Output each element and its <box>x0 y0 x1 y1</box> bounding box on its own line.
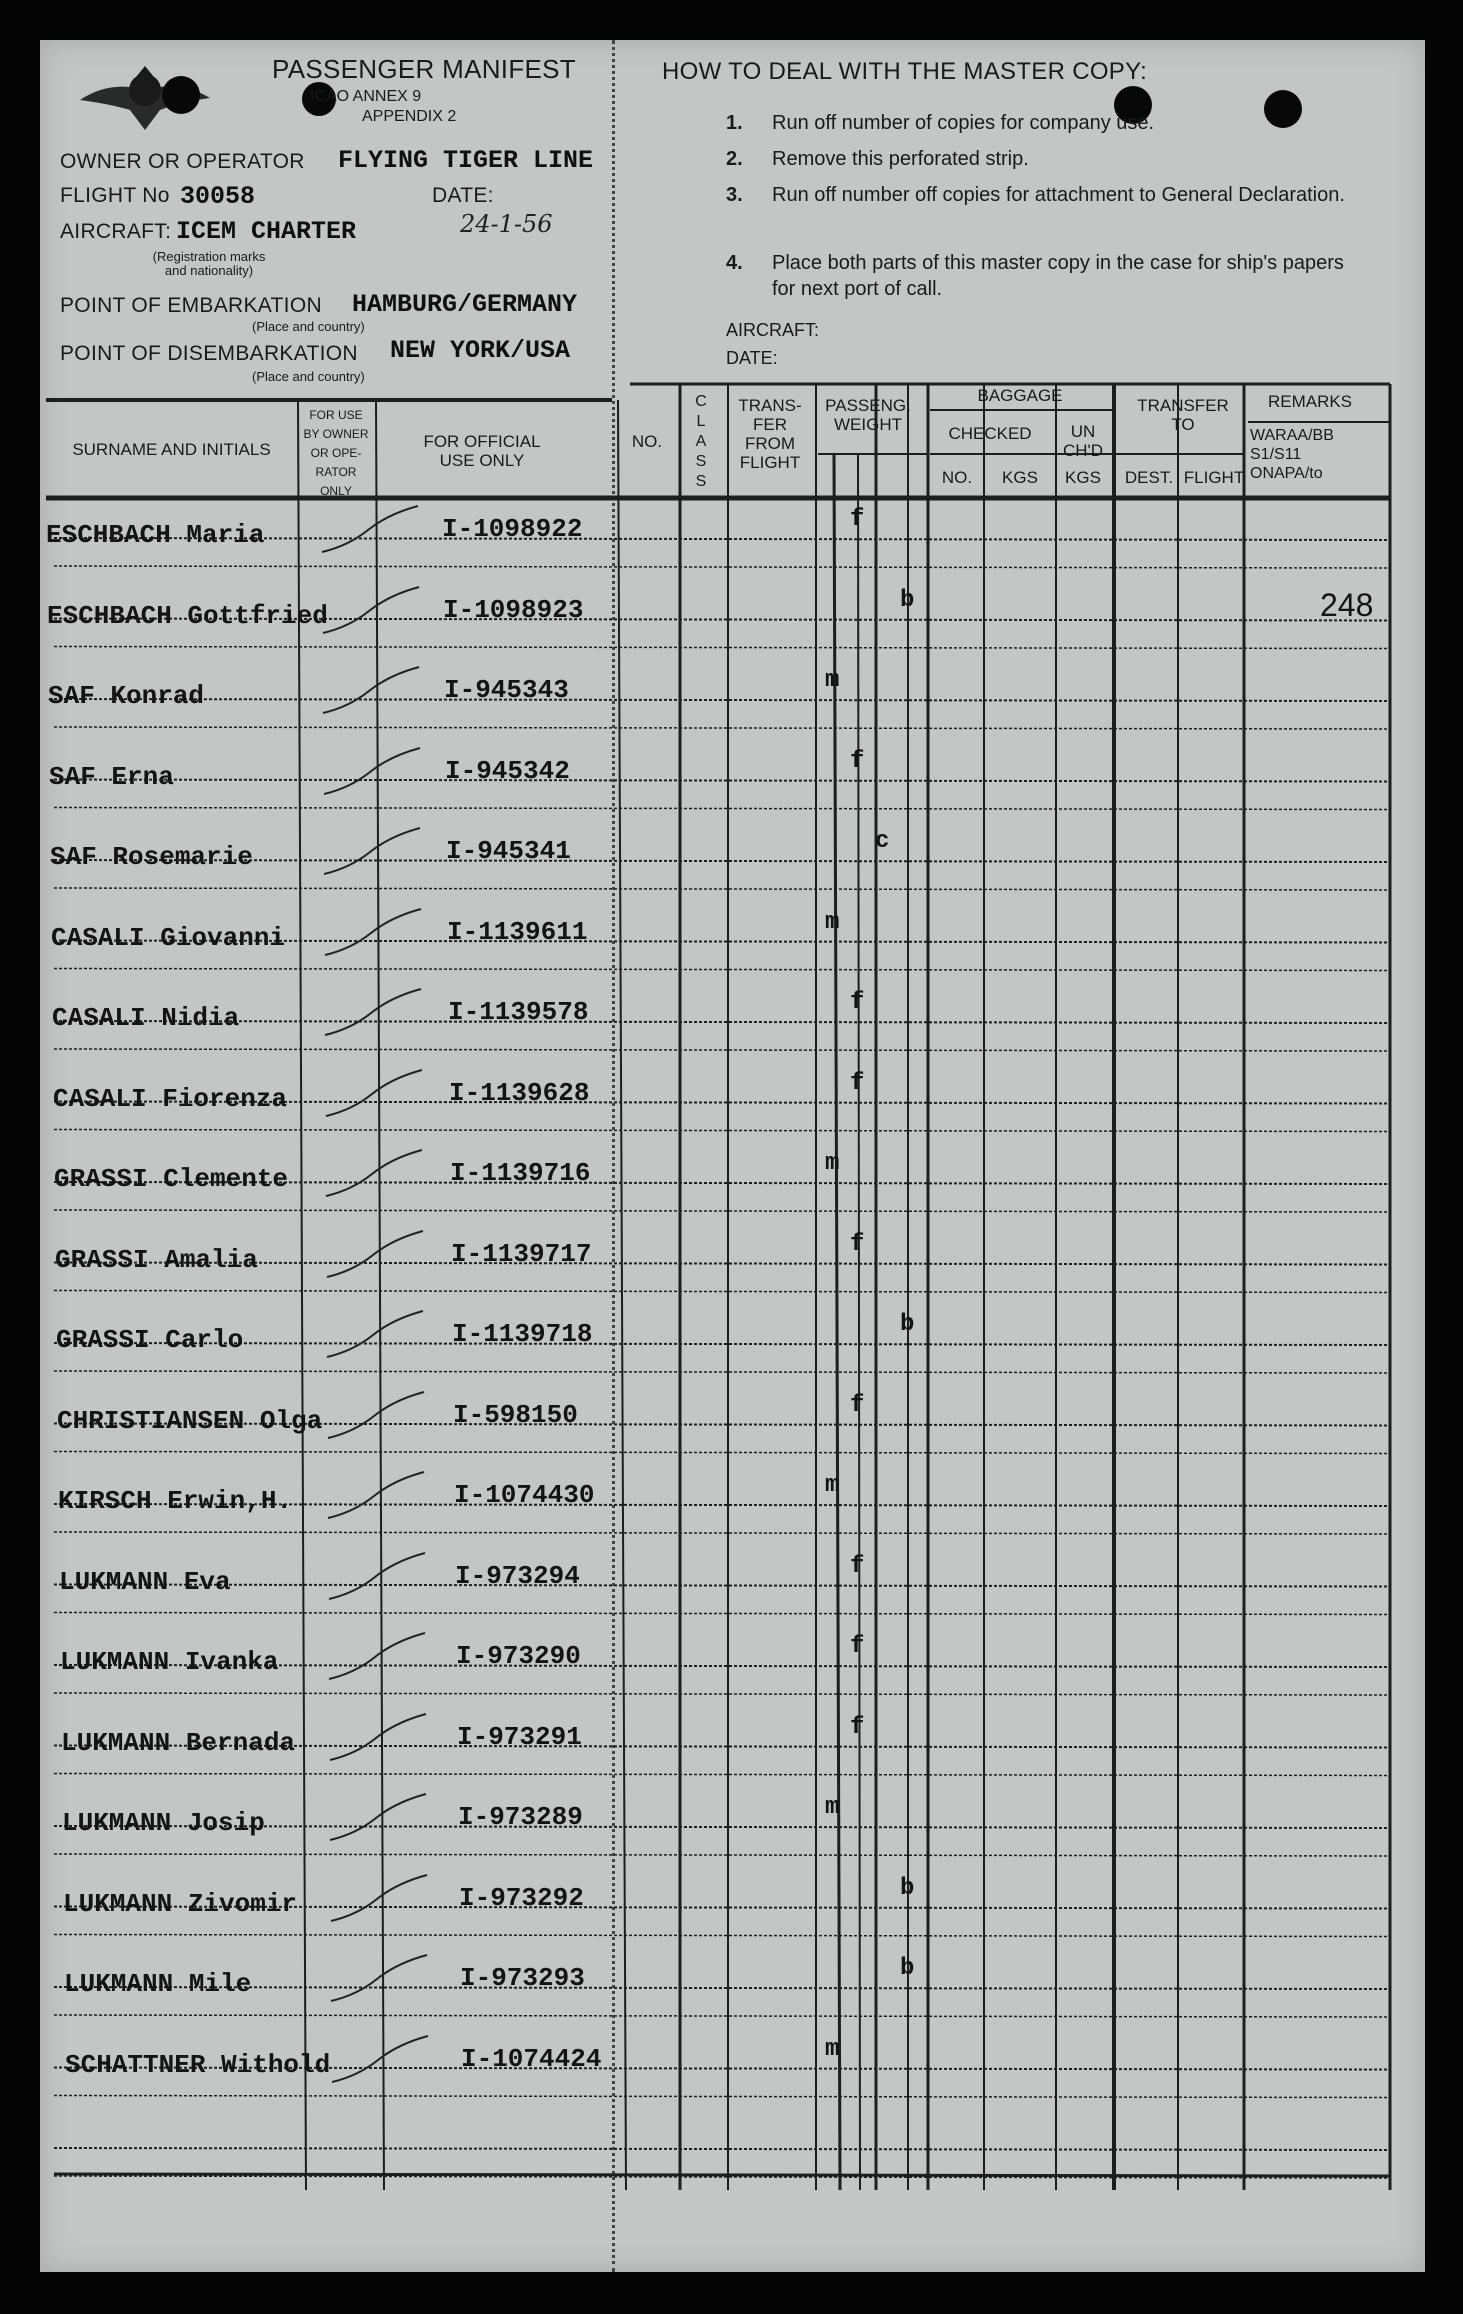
check-mark-icon <box>326 1788 436 1848</box>
row-separator <box>54 1987 1390 1989</box>
check-mark-icon <box>324 1466 434 1526</box>
row-separator <box>54 1693 1390 1695</box>
aircraft-note: (Registration marks and nationality) <box>152 249 266 278</box>
row-separator <box>54 1854 1390 1856</box>
col-dest: DEST. <box>1124 468 1174 487</box>
passenger-id: I-973292 <box>459 1882 584 1913</box>
passenger-name: LUKMANN Eva <box>59 1566 231 1597</box>
passenger-id: I-1139611 <box>447 916 588 947</box>
row-separator <box>54 566 1390 568</box>
col-unchd-kgs: KGS <box>1065 468 1101 487</box>
passenger-category: f <box>850 1713 865 1741</box>
row-separator <box>54 1452 1390 1454</box>
row-separator <box>54 1935 1390 1937</box>
passenger-category: f <box>850 989 865 1016</box>
row-separator <box>54 2148 1390 2150</box>
embark-label: POINT OF EMBARKATION <box>60 294 322 317</box>
check-mark-icon <box>320 822 430 882</box>
passenger-name: GRASSI Carlo <box>56 1325 244 1355</box>
passenger-name: CHRISTIANSEN Olga <box>57 1405 323 1436</box>
passenger-name: SAF Konrad <box>48 681 205 711</box>
row-separator <box>54 969 1390 971</box>
col-transfer-to: TRANSFER TO <box>1137 396 1229 434</box>
col-owner-use: FOR USE BY OWNER OR OPE-RATOR ONLY <box>303 408 369 498</box>
passenger-category: b <box>900 586 915 614</box>
passenger-id: I-1139628 <box>449 1077 590 1108</box>
aircraft-label: AIRCRAFT: <box>60 220 172 243</box>
passenger-id: I-1098922 <box>442 514 583 544</box>
check-mark-icon <box>322 1064 432 1124</box>
manifest-title: PASSENGER MANIFEST <box>272 54 576 84</box>
flight-value: 30058 <box>180 182 256 211</box>
row-separator <box>54 699 1390 701</box>
passenger-id: I-598150 <box>453 1399 578 1430</box>
disembark-note: (Place and country) <box>252 369 365 384</box>
row-separator <box>54 1130 1390 1132</box>
embark-note: (Place and country) <box>252 319 365 334</box>
passenger-name: LUKMANN Zivomir <box>63 1888 298 1919</box>
passenger-name: CASALI Giovanni <box>51 922 286 953</box>
footer-rule <box>54 2174 1390 2176</box>
passenger-category: f <box>850 1633 865 1660</box>
column-line <box>834 454 840 2190</box>
instructions-title: HOW TO DEAL WITH THE MASTER COPY: <box>662 58 1148 85</box>
passenger-name: CASALI Nidia <box>52 1003 240 1033</box>
col-official-use: FOR OFFICIAL USE ONLY <box>423 432 541 470</box>
row-separator <box>54 1371 1390 1373</box>
annex-label: ICAO ANNEX 9 <box>310 88 422 105</box>
check-mark-icon <box>326 1708 436 1768</box>
passenger-name: CASALI Fiorenza <box>53 1083 288 1114</box>
row-separator <box>54 780 1390 782</box>
passenger-category: m <box>825 667 840 694</box>
row-separator <box>54 888 1390 890</box>
column-line <box>618 400 626 2190</box>
passenger-name: GRASSI Amalia <box>55 1244 258 1275</box>
passenger-category: f <box>850 1069 865 1097</box>
check-mark-icon <box>327 1869 437 1929</box>
passenger-category: b <box>900 1955 915 1982</box>
passenger-name: ESCHBACH Gottfried <box>47 600 328 631</box>
col-remarks: REMARKS <box>1267 392 1353 411</box>
check-mark-icon <box>327 1949 437 2009</box>
col-unchd: UN CH'D <box>1062 422 1104 460</box>
flight-label: FLIGHT No <box>60 184 170 207</box>
passenger-name: GRASSI Clemente <box>54 1164 289 1194</box>
col-checked: CHECKED <box>948 424 1032 443</box>
col-baggage: BAGGAGE <box>977 386 1063 405</box>
row-separator <box>54 1021 1390 1023</box>
passenger-id: I-945341 <box>446 836 571 866</box>
passenger-category: m <box>825 1150 840 1177</box>
col-transfer-from: TRANS-FER FROM FLIGHT <box>738 396 802 472</box>
passenger-category: f <box>850 1230 865 1258</box>
check-mark-icon <box>323 1225 433 1285</box>
row-separator <box>54 1585 1390 1587</box>
row-separator <box>54 1049 1390 1051</box>
passenger-category: f <box>850 1552 865 1580</box>
row-separator <box>54 1532 1390 1534</box>
disembark-label: POINT OF DISEMBARKATION <box>60 342 358 365</box>
col-class-text: CLASS <box>695 393 707 490</box>
row-separator <box>54 1210 1390 1212</box>
column-line <box>858 454 860 2190</box>
passenger-category: f <box>850 1391 865 1419</box>
col-bag-no: NO. <box>941 468 973 487</box>
check-mark-icon <box>319 661 429 721</box>
passenger-category: c <box>875 828 890 855</box>
passenger-category: m <box>825 908 840 936</box>
passenger-id: I-973293 <box>460 1963 585 1993</box>
check-mark-icon <box>323 1305 433 1365</box>
passenger-name: ESCHBACH Maria <box>46 520 265 550</box>
owner-value: FLYING TIGER LINE <box>338 146 594 175</box>
col-passeng-weight: PASSENG. WEIGHT <box>825 396 911 434</box>
row-separator <box>54 1774 1390 1776</box>
col-flight: FLIGHT <box>1183 468 1245 487</box>
passenger-category: f <box>850 747 865 775</box>
row-separator <box>54 647 1390 649</box>
col-bag-kgs: KGS <box>1002 468 1038 487</box>
check-mark-icon <box>321 983 431 1043</box>
check-mark-icon <box>328 2030 438 2090</box>
row-separator <box>54 1343 1390 1345</box>
passenger-name: SAF Erna <box>49 761 174 792</box>
passenger-id: I-1074430 <box>454 1480 595 1510</box>
instructions-aircraft-label: AIRCRAFT: <box>726 320 820 340</box>
passenger-name: SAF Rosemarie <box>50 842 253 872</box>
check-mark-icon <box>318 500 428 560</box>
passenger-id: I-973290 <box>456 1641 581 1671</box>
passenger-name: KIRSCH Erwin,H. <box>58 1486 293 1516</box>
instructions-date-label: DATE: <box>726 348 778 368</box>
passenger-id: I-1098923 <box>443 594 584 625</box>
passenger-name: LUKMANN Ivanka <box>60 1647 279 1677</box>
check-mark-icon <box>322 1144 432 1204</box>
check-mark-icon <box>325 1547 435 1607</box>
aircraft-value: ICEM CHARTER <box>176 217 357 246</box>
check-mark-icon <box>320 742 430 802</box>
passenger-name: LUKMANN Mile <box>64 1969 252 1999</box>
row-separator <box>54 2015 1390 2017</box>
manifest-table-grid <box>40 40 1425 2272</box>
col-surname: SURNAME AND INITIALS <box>72 440 271 459</box>
passenger-id: I-1139717 <box>451 1238 592 1269</box>
passenger-id: I-1139578 <box>448 997 589 1027</box>
col-class <box>684 392 718 492</box>
passenger-category: f <box>850 506 865 533</box>
passenger-category: m <box>825 2035 840 2063</box>
column-line <box>298 400 306 2190</box>
check-mark-icon <box>319 581 429 641</box>
passenger-category: b <box>900 1874 915 1902</box>
passenger-name: LUKMANN Josip <box>62 1808 265 1838</box>
col-no: NO. <box>631 432 663 451</box>
date-label: DATE: <box>432 184 494 207</box>
disembark-value: NEW YORK/USA <box>390 336 571 365</box>
row-separator <box>54 727 1390 729</box>
passenger-id: I-1139716 <box>450 1158 591 1188</box>
passenger-name: SCHATTNER Withold <box>65 2049 331 2080</box>
date-value: 24-1-56 <box>460 210 553 238</box>
passenger-id: I-945342 <box>445 755 570 786</box>
passenger-id: I-973291 <box>457 1721 582 1752</box>
row-separator <box>54 1613 1390 1615</box>
passenger-id: I-1074424 <box>461 2043 602 2074</box>
check-mark-icon <box>324 1386 434 1446</box>
row-separator <box>54 1291 1390 1293</box>
passenger-id: I-973289 <box>458 1802 583 1832</box>
row-separator <box>54 860 1390 862</box>
remark-value: 248 <box>1320 586 1374 623</box>
passenger-category: m <box>825 1472 840 1499</box>
passenger-id: I-973294 <box>455 1560 580 1591</box>
check-mark-icon <box>325 1627 435 1687</box>
row-separator <box>54 2096 1390 2098</box>
owner-label: OWNER OR OPERATOR <box>60 150 305 173</box>
manifest-sheet: PASSENGER MANIFEST ICAO ANNEX 9 APPENDIX 2 OWNER OR OPERATOR FLYING TIGER LINE FLIGHT No 30058 DATE: 24-1-56 AIRCRAFT: ICEM CHARTER (Registration marks and nationality) POINT OF EMBARKATION HAMBURG/GERMANY (Place and country) POINT OF DISEMBARKATION NEW YORK/USA (Place and country) HOW TO DEAL WITH THE MASTER COPY: 1. Run off number of copies for company use. 2. Remove this perforated strip. 3. Run off number off copies for attachment to General Declaration. 4. Place both parts of this master copy in the case for ship's papers for next port of call. AIRCRAFT: DATE: SURNAME AND INITIALS FOR USE BY OWNER OR OPE-RATOR ONLY FOR OFFICIAL USE ONLY NO. CLASS TRANS-FER FROM FLIGHT PASSENG. WEIGHT BAGGAGE CHECKED UN CH'D NO. KGS KGS TRANSFER TO DEST. FLIGHT REMARKS WARAA/BB S1/S11 ONAPA/to ESCHBACH Maria I-1098922 f ESCHBACH Gottfried I-1098923 b 248 SAF Konrad I-945343 m SAF Erna I-945342 f SAF Rosemarie I-945341 c CASALI Giovanni I-1139611 m CASALI Nidia I-1139578 f CASALI Fiorenza I-1139628 f GRASSI Clemente I-1139716 m GRASSI Amalia I-1139717 f GRASSI Carlo I-1139718 b CHRISTIANSEN Olga I-598150 f KIRSCH Erwin,H. I-1074430 m LUKMANN Eva I-973294 f LUKMANN Ivanka I-973290 f LUKMANN Bernada I-973291 f LUKMANN Josip I-973289 m LUKMANN Zivomir I-973292 b LUKMANN Mile I-973293 b SCHATTNER Withold I-1074424 m <box>40 40 1425 2272</box>
check-mark-icon <box>321 903 431 963</box>
appendix-label: APPENDIX 2 <box>362 108 457 125</box>
col-remarks-sub: WARAA/BB S1/S11 ONAPA/to <box>1250 427 1334 482</box>
passenger-id: I-1139718 <box>452 1319 593 1349</box>
passenger-name: LUKMANN Bernada <box>61 1727 296 1758</box>
embark-value: HAMBURG/GERMANY <box>352 290 578 319</box>
passenger-category: m <box>825 1794 840 1821</box>
passenger-category: b <box>900 1311 915 1338</box>
row-separator <box>54 808 1390 810</box>
passenger-id: I-945343 <box>444 675 569 705</box>
